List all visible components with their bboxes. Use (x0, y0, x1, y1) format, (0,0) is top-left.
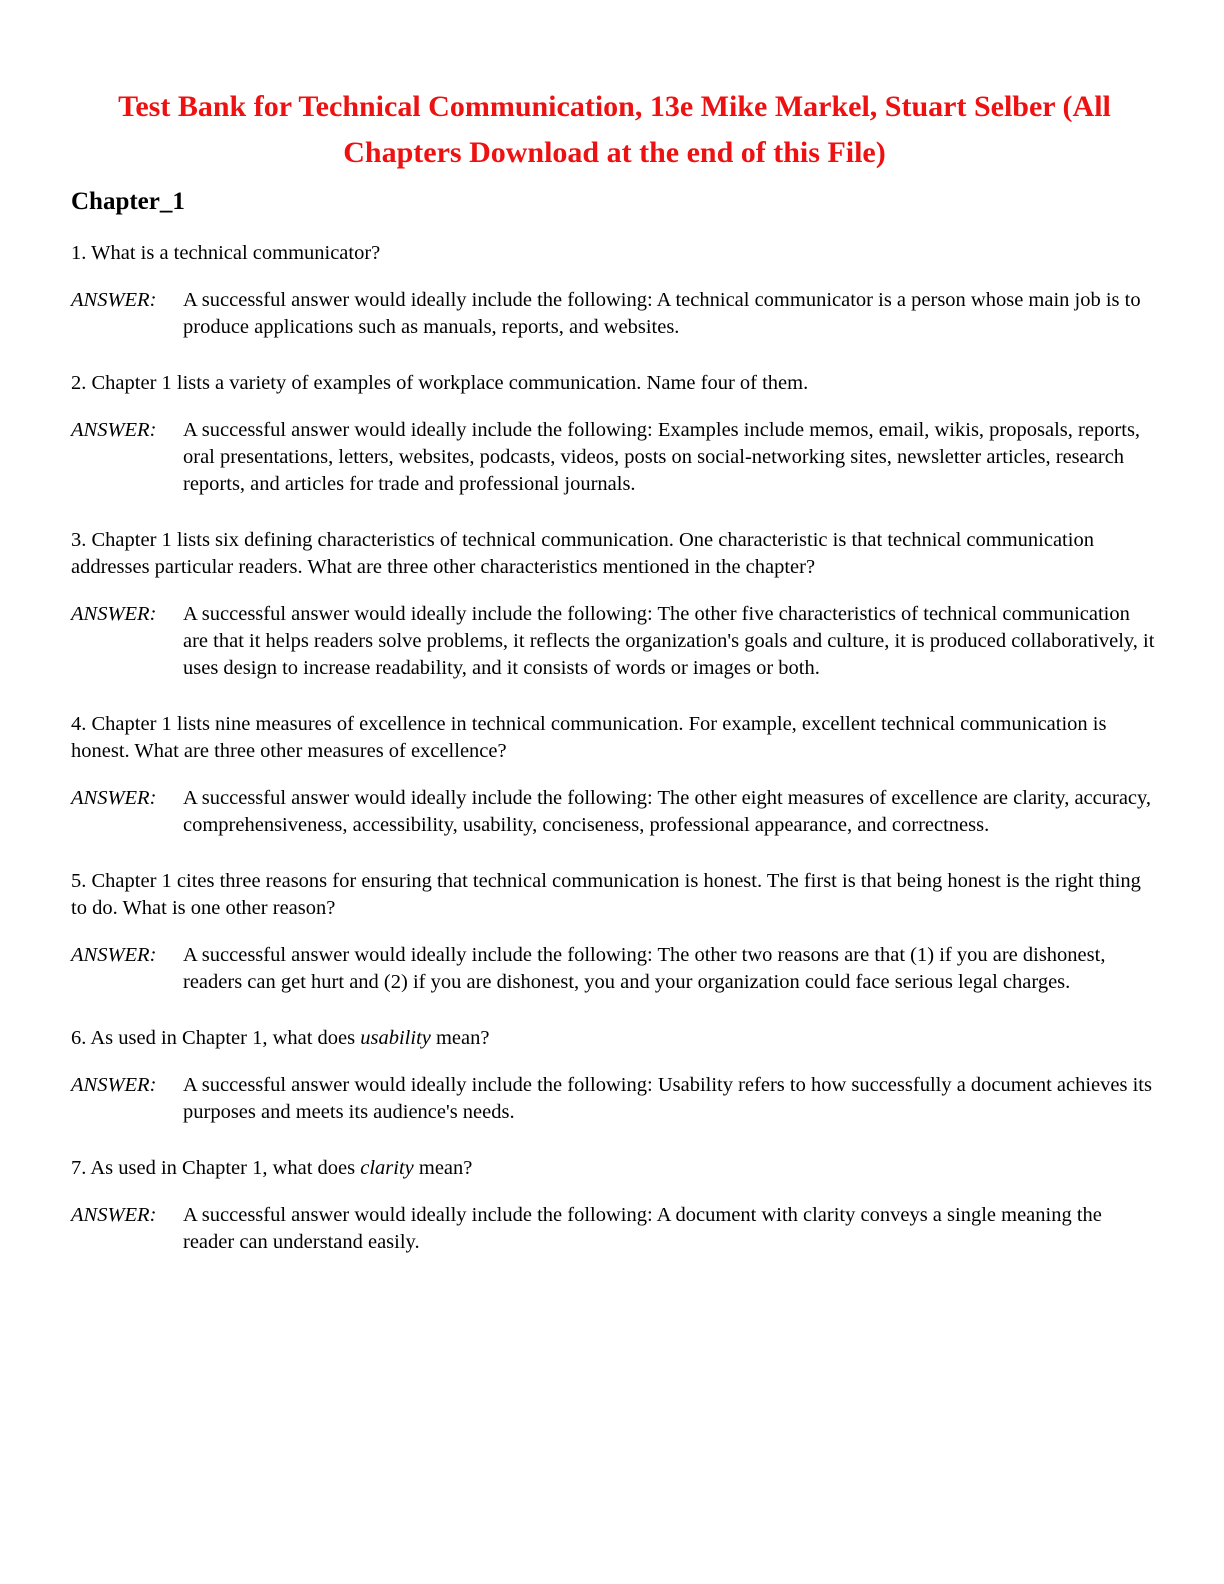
question-text-before: 2. Chapter 1 lists a variety of examples of workplace communication. Name four of them. (71, 372, 809, 394)
question-block-5 (71, 868, 1158, 996)
answer-block (71, 601, 1158, 682)
question-italic-term: usability (360, 1027, 431, 1049)
question-text (71, 1025, 1158, 1052)
question-text-after: mean? (413, 1157, 473, 1179)
answer-label: ANSWER: (71, 419, 157, 441)
answer-text: A successful answer would ideally include the following: The other eight measures of excellence are clarity, accuracy, comprehensiveness, accessibility, usability, conciseness, professional appearance, and correctness. (183, 787, 1152, 836)
answer-block (71, 785, 1158, 839)
answer-text: A successful answer would ideally include the following: A document with clarity conveys a single meaning the reader can understand easily. (183, 1204, 1102, 1253)
answer-block (71, 417, 1158, 498)
question-text-before: 7. As used in Chapter 1, what does (71, 1157, 361, 1179)
answer-label: ANSWER: (71, 289, 157, 311)
question-block-2 (71, 370, 1158, 498)
question-text-after: mean? (430, 1027, 490, 1049)
chapter-heading: Chapter_1 (71, 188, 185, 215)
question-block-4 (71, 711, 1158, 839)
document-title: Test Bank for Technical Communication, 13e Mike Markel, Stuart Selber (All Chapters Download at the end of this File) (118, 90, 1111, 169)
question-text (71, 527, 1158, 581)
answer-block (71, 1202, 1158, 1256)
question-block-1 (71, 240, 1158, 341)
answer-label: ANSWER: (71, 787, 157, 809)
answer-label: ANSWER: (71, 1204, 157, 1226)
answer-text: A successful answer would ideally include the following: A technical communicator is a person whose main job is to produce applications such as manuals, reports, and websites. (183, 289, 1141, 338)
answer-text: A successful answer would ideally include the following: Examples include memos, email, wikis, proposals, reports, oral presentations, letters, websites, podcasts, videos, posts on social-networking sites, newsletter articles, research reports, and articles for trade and professional journals. (183, 419, 1141, 495)
answer-block (71, 287, 1158, 341)
question-text (71, 868, 1158, 922)
question-text-before: 1. What is a technical communicator? (71, 242, 381, 264)
question-italic-term: clarity (360, 1157, 414, 1179)
question-block-6 (71, 1025, 1158, 1126)
question-text-before: 4. Chapter 1 lists nine measures of excellence in technical communication. For example, excellent technical communication is honest. What are three other measures of excellence? (71, 713, 1107, 762)
answer-text: A successful answer would ideally include the following: Usability refers to how successfully a document achieves its purposes and meets its audience's needs. (183, 1074, 1152, 1123)
answer-block (71, 942, 1158, 996)
question-text (71, 711, 1158, 765)
answer-text: A successful answer would ideally include the following: The other two reasons are that (1) if you are dishonest, readers can get hurt and (2) if you are dishonest, you and your organization could face serious legal charges. (183, 944, 1106, 993)
answer-label: ANSWER: (71, 1074, 157, 1096)
answer-label: ANSWER: (71, 603, 157, 625)
question-text (71, 240, 1158, 267)
question-block-7 (71, 1155, 1158, 1256)
question-text (71, 1155, 1158, 1182)
question-block-3 (71, 527, 1158, 682)
answer-text: A successful answer would ideally include the following: The other five characteristics of technical communication are that it helps readers solve problems, it reflects the organization's goals and culture, it is produced collaboratively, it uses design to increase readability, and it consists of words or images or both. (183, 603, 1155, 679)
question-text-before: 5. Chapter 1 cites three reasons for ensuring that technical communication is honest. The first is that being honest is the right thing to do. What is one other reason? (71, 870, 1141, 919)
question-text-before: 6. As used in Chapter 1, what does (71, 1027, 361, 1049)
answer-label: ANSWER: (71, 944, 157, 966)
question-text (71, 370, 1158, 397)
question-text-before: 3. Chapter 1 lists six defining characteristics of technical communication. One characteristic is that technical communication addresses particular readers. What are three other characteristics mentioned in the chapter? (71, 529, 1094, 578)
answer-block (71, 1072, 1158, 1126)
